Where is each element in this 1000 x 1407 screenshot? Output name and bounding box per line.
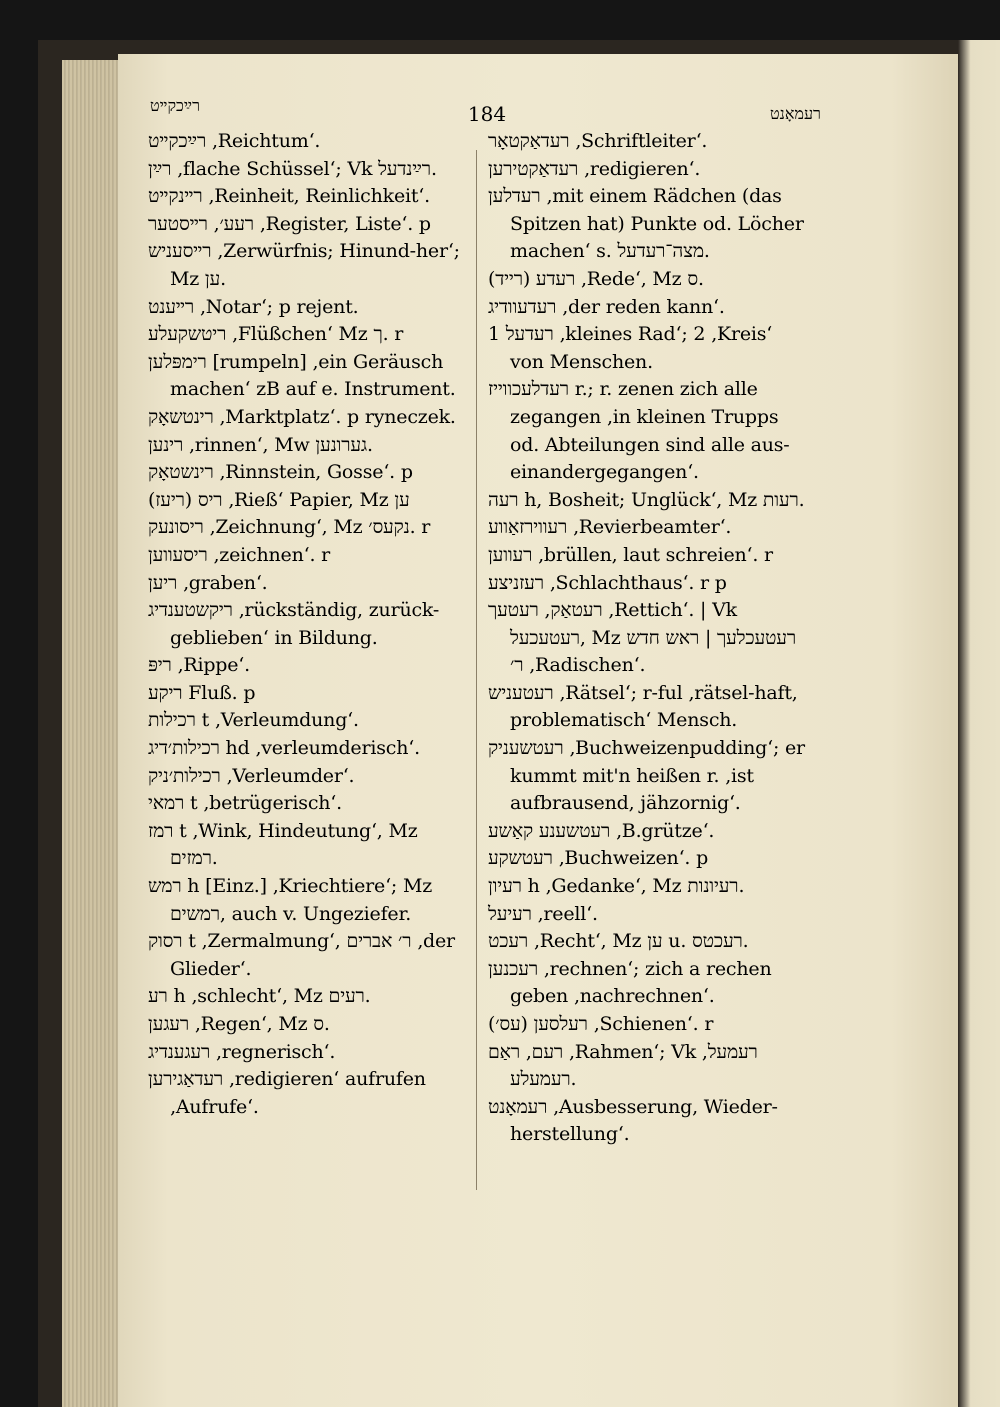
- dictionary-entry: רעדלעכווייז r.; r. zenen zich alle zegangen ‚in kleinen Trupps od. Abteilungen sind alle aus-einandergegangen‘.: [488, 378, 790, 484]
- dictionary-entry: רעווירזאַווע ‚Revierbeamter‘.: [488, 516, 732, 539]
- dictionary-entry: רמז t ‚Wink, Hindeutung‘, Mz רמזים.: [148, 819, 418, 870]
- dictionary-entry: רײסעניש ‚Zerwürfnis; Hinund-her‘; Mz ען.: [148, 240, 460, 290]
- dictionary-entry: רעיעל ‚reell‘.: [488, 902, 598, 925]
- dictionary-entry: רינען ‚rinnen‘, Mw גערונען.: [148, 433, 373, 456]
- dictionary-entry: ריקשטענדיג ‚rückständig, zurück-geblieben‘ in Bildung.: [148, 599, 440, 649]
- dictionary-entry: ריקע Fluß. p: [148, 681, 256, 704]
- dictionary-entry: רסוק t ‚Zermalmung‘, ר׳ אברים ‚der Glieder‘.: [148, 930, 455, 980]
- dictionary-entry: רעגען ‚Regen‘, Mz ס.: [148, 1013, 330, 1035]
- dictionary-entry: רעם, ראַם ‚Rahmen‘; Vk רעמעל, רעמעלע.: [488, 1040, 758, 1091]
- dictionary-entry: רעיון h ‚Gedanke‘, Mz רעיונות.: [488, 875, 745, 898]
- running-head-right: רעמאָנט: [770, 104, 821, 123]
- dictionary-entry: רעטשקע ‚Buchweizen‘. p: [488, 847, 709, 870]
- dictionary-entry: רעטעניש ‚Rätsel‘; r-ful ‚rätsel-haft, problematisch‘ Mensch.: [488, 681, 798, 732]
- dictionary-entry: רעדאַגירען ‚redigieren‘ aufrufen ‚Aufrufe‘.: [148, 1068, 426, 1118]
- dictionary-entry: רינשטאָק ‚Rinnstein, Gosse‘. p: [148, 461, 413, 484]
- dictionary-entry: רעע׳, רײסטער ‚Register, Liste‘. p: [148, 212, 431, 235]
- dictionary-entry: רעדעוודיג ‚der reden kann‘.: [488, 295, 725, 318]
- dictionary-entry: רעדע (רייד) ‚Rede‘, Mz ס.: [488, 267, 704, 290]
- dictionary-entry: ריסעווען ‚zeichnen‘. r: [148, 543, 331, 566]
- dictionary-entry: רכילות t ‚Verleumdung‘.: [148, 709, 359, 732]
- dictionary-entry: רעדלען ‚mit einem Rädchen (das Spitzen hat) Punkte od. Löcher machen‘ s. מצה־רעדעל.: [488, 185, 804, 263]
- dictionary-entry: רעטשענע קאַשע ‚B.grütze‘.: [488, 819, 715, 842]
- dictionary-entry: רכילות׳ניק ‚Verleumder‘.: [148, 764, 355, 787]
- dictionary-entry: רײַן ‚flache Schüssel‘; Vk רײַנדעל.: [148, 157, 437, 180]
- next-page-edge: [958, 40, 1000, 1407]
- dictionary-entry: רעדאַקטאָר ‚Schriftleiter‘.: [488, 130, 708, 152]
- dictionary-entry: רעווען ‚brüllen, laut schreien‘. r: [488, 543, 773, 566]
- dictionary-entry: ריטשקעלע ‚Flüßchen‘ Mz ך. r: [148, 323, 404, 346]
- dictionary-entry: רעזניצע ‚Schlachthaus‘. r p: [488, 571, 727, 594]
- dictionary-entry: רעדעל 1 ‚kleines Rad‘; 2 ‚Kreis‘ von Menschen.: [488, 323, 773, 373]
- dictionary-entry: רמש h [Einz.] ‚Kriechtiere‘; Mz רמשים, auch v. Ungeziefer.: [148, 875, 433, 925]
- dictionary-entry: רימפּלען [rumpeln] ‚ein Geräusch machen‘ zB auf e. Instrument.: [148, 350, 456, 401]
- dictionary-entry: רעטשעניק ‚Buchweizenpudding‘; er kummt mit'n heißen r. ‚ist aufbrausend, jähzornig‘.: [488, 737, 805, 815]
- dictionary-entry: רעכנען ‚rechnen‘; zich a rechen geben ‚nachrechnen‘.: [488, 957, 772, 1008]
- dictionary-entry: רכילות׳דיג hd ‚verleumderisch‘.: [148, 737, 420, 760]
- left-column: [148, 128, 466, 1121]
- dictionary-entry: רעמאָנט ‚Ausbesserung, Wieder-herstellung‘.: [488, 1095, 778, 1146]
- dictionary-entry: רמאי t ‚betrügerisch‘.: [148, 792, 342, 815]
- dictionary-entry: ריען ‚graben‘.: [148, 571, 268, 594]
- dictionary-entry: רעטאַק, רעטעך ‚Rettich‘. | Vk רעטעכעל, Mz רעטעכלעך | ראש חדש ר׳ ‚Radischen‘.: [488, 599, 796, 677]
- dictionary-entry: רעלסען (עס׳) ‚Schienen‘. r: [488, 1013, 714, 1035]
- dictionary-entry: רע h ‚schlecht‘, Mz רעים.: [148, 985, 371, 1008]
- dictionary-entry: רעדאַקטירען ‚redigieren‘.: [488, 157, 701, 180]
- dictionary-entry: רעגענדיג ‚regnerisch‘.: [148, 1040, 336, 1063]
- dictionary-entry: רינטשאָק ‚Marktplatz‘. p ryneczek.: [148, 405, 456, 428]
- dictionary-entry: רײַכקײט ‚Reichtum‘.: [148, 130, 321, 152]
- dictionary-entry: ריסונעק ‚Zeichnung‘, Mz נקעס׳. r: [148, 516, 431, 539]
- dictionary-entry: רײענט ‚Notar‘; p rejent.: [148, 295, 359, 318]
- dictionary-entry: ריס (ריעז) ‚Rieß‘ Papier, Mz ען: [148, 488, 410, 511]
- running-head-left: רײַכקײט: [150, 96, 200, 115]
- page-number: 184: [467, 102, 507, 126]
- right-column: [488, 128, 806, 1149]
- dictionary-entry: ריפּ ‚Rippe‘.: [148, 654, 250, 677]
- dictionary-entry: רעה h, Bosheit; Unglück‘, Mz רעות.: [488, 488, 805, 511]
- dictionary-entry: רעכט ‚Recht‘, Mz ען u. רעכטס.: [488, 930, 749, 953]
- column-divider: [476, 150, 477, 1190]
- dictionary-entry: רײנקײט ‚Reinheit, Reinlichkeit‘.: [148, 185, 430, 208]
